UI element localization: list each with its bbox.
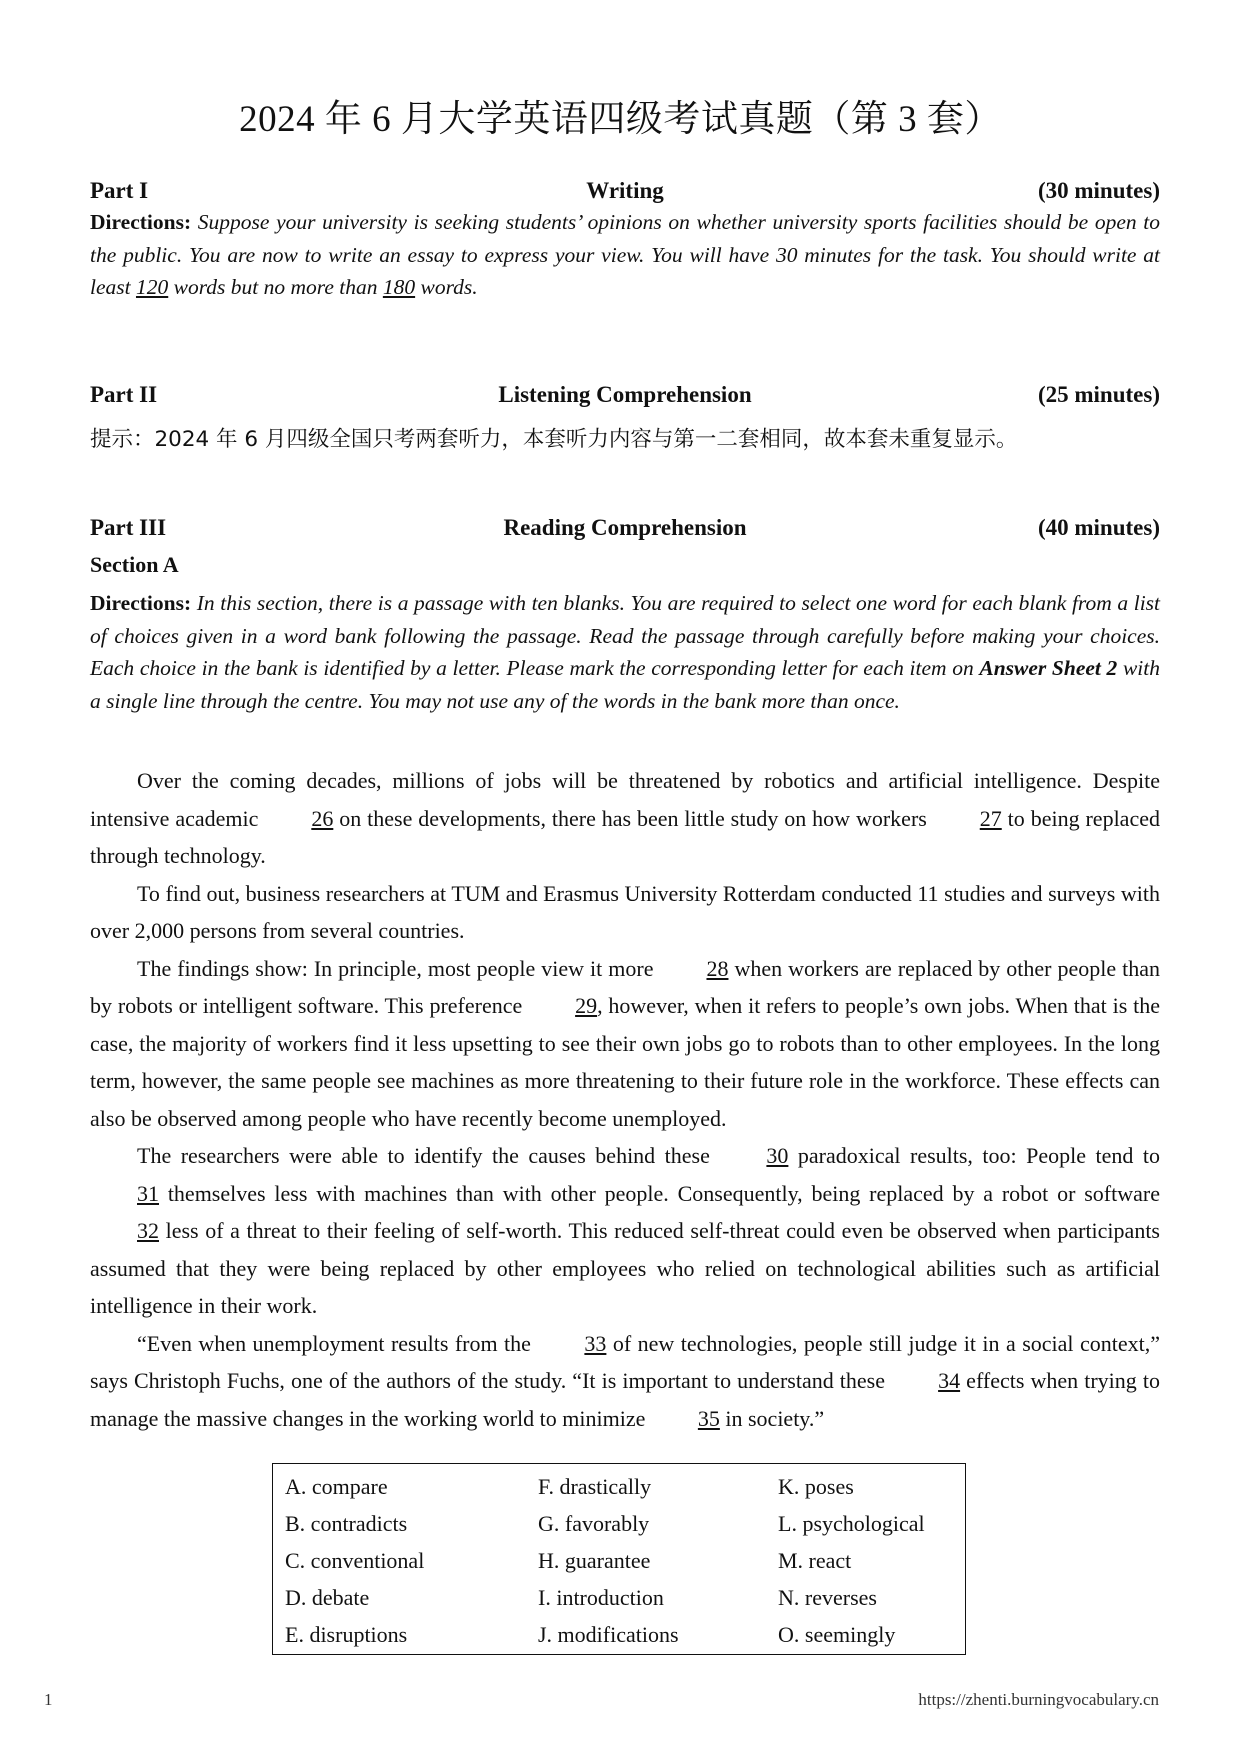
blank-26: 26 — [311, 805, 334, 831]
word-bank-option: J. modifications — [538, 1622, 679, 1647]
word-bank-option: F. drastically — [538, 1474, 652, 1499]
passage-paragraph-1 — [90, 762, 1160, 875]
part1-directions-text-b: words but no more than — [168, 275, 383, 299]
page-title: 2024 年 6 月大学英语四级考试真题（第 3 套） — [239, 99, 1002, 140]
part1-directions-text-c: words. — [415, 275, 478, 299]
passage-text: in society.” — [719, 1405, 825, 1431]
reading-passage — [90, 762, 1160, 1437]
word-bank-option: I. introduction — [538, 1585, 664, 1610]
blank-27: 27 — [979, 805, 1002, 831]
page-number: 1 — [44, 1690, 53, 1709]
passage-text: “Even when unemployment results from the — [137, 1330, 538, 1356]
part1-min-words: 120 — [135, 275, 169, 299]
blank-31: 31 — [137, 1180, 159, 1206]
blank-30: 30 — [766, 1143, 789, 1168]
part1-directions — [90, 206, 1160, 304]
passage-text: effects when trying to manage the massive changes in the working world to minimize — [90, 1368, 1160, 1431]
blank-28: 28 — [706, 955, 729, 981]
part2-time: (25 minutes) — [1037, 382, 1160, 407]
passage-text: The researchers were able to identify the causes behind these — [137, 1143, 720, 1168]
passage-text: on these developments, there has been little study on how workers — [333, 805, 933, 831]
part2-name: Listening Comprehension — [498, 382, 752, 407]
word-bank-option: E. disruptions — [285, 1622, 408, 1647]
passage-paragraph-2: To find out, business researchers at TUM and Erasmus University Rotterdam conducted 11 studies and surveys with over 2,000 persons from several countries. — [90, 880, 1160, 943]
word-bank-option: L. psychological — [778, 1511, 925, 1536]
part3-name: Reading Comprehension — [503, 515, 747, 540]
part3-directions-text-a: In this section, there is a passage with ten blanks. You are required to select one word for each blank from a list of choices given in a word bank following the passage. Read the passage through carefully before making your choices. Each choice in the bank is identified by a letter. Please mark the corresponding letter for each item on — [90, 591, 1161, 680]
blank-32: 32 — [137, 1218, 159, 1243]
passage-text: paradoxical results, too: People tend to — [788, 1143, 1160, 1168]
word-bank — [272, 1463, 966, 1655]
word-bank-option: N. reverses — [778, 1585, 877, 1610]
passage-text: to being replaced through technology. — [90, 805, 1160, 868]
part1-name: Writing — [586, 178, 664, 203]
part2-notice: 提示：2024 年 6 月四级全国只考两套听力，本套听力内容与第一二套相同，故本套未重复显示。 — [90, 427, 1018, 452]
part1-max-words: 180 — [382, 275, 416, 299]
passage-paragraph-3 — [90, 950, 1160, 1138]
part3-header — [90, 515, 1160, 547]
part2-header — [90, 382, 1160, 414]
part3-directions-label: Directions: — [90, 591, 192, 615]
part1-label: Part I — [90, 178, 149, 203]
part2-label: Part II — [90, 382, 158, 407]
part3-time: (40 minutes) — [1037, 515, 1160, 540]
passage-text: Over the coming decades, millions of jobs will be threatened by robotics and artificial intelligence. Despite intensive academic — [90, 768, 1160, 831]
word-bank-option: K. poses — [778, 1474, 854, 1499]
answer-sheet-label: Answer Sheet 2 — [979, 656, 1118, 680]
part3-directions — [90, 587, 1160, 717]
word-bank-option: G. favorably — [538, 1511, 650, 1536]
word-bank-option: H. guarantee — [538, 1548, 651, 1573]
part1-time: (30 minutes) — [1037, 178, 1160, 203]
passage-text: , however, when it refers to people’s own jobs. When that is the case, the majority of workers find it less upsetting to see their own jobs go to robots than to other employees. In the long term, however, the same people see machines as more threatening to their future role in the workforce. These effects can also be observed among people who have recently become unemployed. — [90, 993, 1160, 1131]
part3-label: Part III — [90, 515, 167, 540]
part3-directions-text-b: with a single line through the centre. You may not use any of the words in the bank more than once. — [90, 656, 1161, 713]
passage-text: less of a threat to their feeling of self-worth. This reduced self-threat could even be observed when participants assumed that they were being replaced by other employees who relied on technological abilities such as artificial intelligence in their work. — [90, 1218, 1160, 1318]
passage-paragraph-4 — [90, 1137, 1160, 1325]
part1-directions-text-a: Suppose your university is seeking students’ opinions on whether university sports facilities should be open to the public. You are now to write an essay to express your view. You will have 30 minutes for the task. You should write at least — [90, 210, 1161, 299]
passage-text: when workers are replaced by other people than by robots or intelligent software. This preference — [90, 955, 1161, 1018]
blank-29: 29 — [575, 993, 598, 1018]
word-bank-option: B. contradicts — [285, 1511, 408, 1536]
blank-34: 34 — [938, 1368, 961, 1393]
source-url[interactable]: https://zhenti.burningvocabulary.cn — [918, 1690, 1159, 1709]
blank-33: 33 — [584, 1330, 607, 1356]
word-bank-option: D. debate — [285, 1585, 370, 1610]
passage-paragraph-5 — [90, 1325, 1160, 1438]
passage-text: The findings show: In principle, most people view it more — [137, 955, 660, 981]
passage-text: themselves less with machines than with other people. Consequently, being replaced by a robot or software — [159, 1180, 1160, 1206]
word-bank-option: C. conventional — [285, 1548, 425, 1573]
passage-text: of new technologies, people still judge it in a social context,” says Christoph Fuchs, one of the authors of the study. “It is important to understand these — [90, 1330, 1160, 1393]
word-bank-option: O. seemingly — [778, 1622, 896, 1647]
blank-35: 35 — [697, 1405, 720, 1431]
word-bank-option: A. compare — [285, 1474, 388, 1499]
word-bank-option: M. react — [778, 1548, 852, 1573]
part1-directions-label: Directions: — [90, 210, 192, 234]
section-a-heading: Section A — [90, 552, 179, 577]
